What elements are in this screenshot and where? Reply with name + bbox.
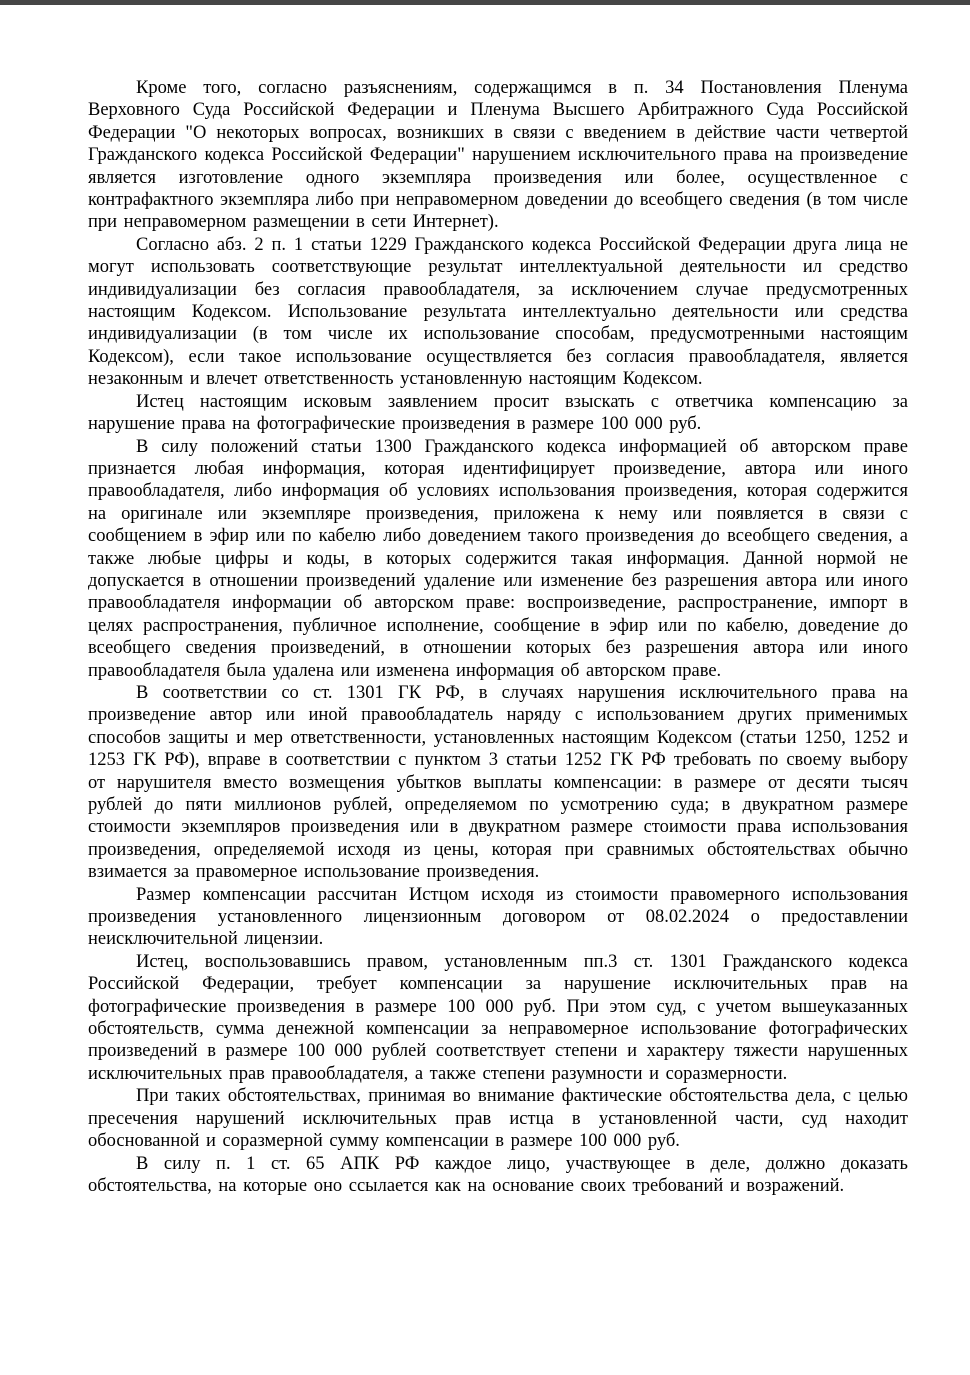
paragraph-apk-65: В силу п. 1 ст. 65 АПК РФ каждое лицо, участвующее в деле, должно доказать обстоятельства, на которые оно ссылается как на основание своих требований и возражений. [88, 1153, 908, 1196]
window-top-edge-bar [0, 0, 970, 5]
paragraph-court-conclusion: При таких обстоятельствах, принимая во внимание фактические обстоятельства дела, с целью пресечения нарушений исключительных прав истца в установленной части, суд находит обоснованной и соразмерной сумму компенсации в размере 100 000 руб. [88, 1086, 908, 1152]
document-page [88, 77, 908, 1197]
paragraph-claim-compensation: Истец настоящим исковым заявлением просит взыскать с ответчика компенсацию за нарушение права на фотографические произведения в размере 100 000 руб. [88, 391, 908, 435]
paragraph-article-1301: В соответствии со ст. 1301 ГК РФ, в случаях нарушения исключительного права на произведение автор или иной правообладатель наряду с использованием других применимых способов защиты и мер ответственности, установленных настоящим Кодексом (статьи 1250, 1252 и 1253 ГК РФ), вправе в соответствии с пунктом 3 статьи 1252 ГК РФ требовать по своему выбору от нарушителя вместо возмещения убытков выплаты компенсации: в размере от десяти тысяч рублей до пяти миллионов рублей, определяемом по усмотрению суда; в двукратном размере стоимости экземпляров произведения или в двукратном размере стоимости права использования произведения, определяемой исходя из цены, которая при сравнимых обстоятельствах обычно взимается за правомерное использование произведения. [88, 682, 908, 883]
paragraph-plenum-34: Кроме того, согласно разъяснениям, содержащимся в п. 34 Постановления Пленума Верховного Суда Российской Федерации и Пленума Высшего Арбитражного Суда Российской Федерации "О некоторых вопросах, возникших в связи с введением в действие части четвертой Гражданского кодекса Российской Федерации" нарушением исключительного права на произведение является изготовление одного экземпляра произведения или более, осуществленное с контрафактного экземпляра либо при неправомерном доведении до всеобщего сведения (в том числе при неправомерном размещении в сети Интернет). [88, 78, 908, 233]
paragraph-claimant-demand: Истец, воспользовавшись правом, установленным пп.3 ст. 1301 Гражданского кодекса Российской Федерации, требует компенсации за нарушение исключительных прав на фотографические произведения в размере 100 000 руб. При этом суд, с учетом вышеуказанных обстоятельств, сумма денежной компенсации за неправомерное использование фотографических произведений в размере 100 000 рублей соответствует степени и характеру тяжести нарушенных исключительных прав правообладателя, а также степени разумности и соразмерности. [88, 951, 908, 1084]
paragraph-article-1229: Согласно абз. 2 п. 1 статьи 1229 Гражданского кодекса Российской Федерации друга лица не могут использовать соответствующие результат интеллектуальной деятельности ил средство индивидуализации без согласия правообладателя, за исключением случае предусмотренных настоящим Кодексом. Использование результата интеллектуально деятельности или средства индивидуализации (в том числе их использование способам, предусмотренными настоящим Кодексом), если такое использование осуществляется без согласия правообладателя, является незаконным и влечет ответственность установленную настоящим Кодексом. [88, 234, 908, 390]
paragraph-compensation-basis: Размер компенсации рассчитан Истцом исходя из стоимости правомерного использования произведения установленного лицензионным договором от 08.02.2024 о предоставлении неисключительной лицензии. [88, 884, 908, 950]
paragraph-article-1300: В силу положений статьи 1300 Гражданского кодекса информацией об авторском праве признается любая информация, которая идентифицирует произведение, автора или иного правообладателя, либо информация об условиях использования произведения, которая содержится на оригинале или экземпляре произведения, приложена к нему или появляется в связи с сообщением в эфир или по кабелю либо доведением такого произведения до всеобщего сведения, а также любые цифры и коды, в которых содержится такая информация. Данной нормой не допускается в отношении произведений удаление или изменение без разрешения автора или иного правообладателя информации об авторском праве: воспроизведение, распространение, импорт в целях распространения, публичное исполнение, сообщение в эфир или по кабелю, доведение до всеобщего сведения произведений, в отношении которых без разрешения автора или иного правообладателя была удалена или изменена информация об авторском праве. [88, 436, 908, 681]
